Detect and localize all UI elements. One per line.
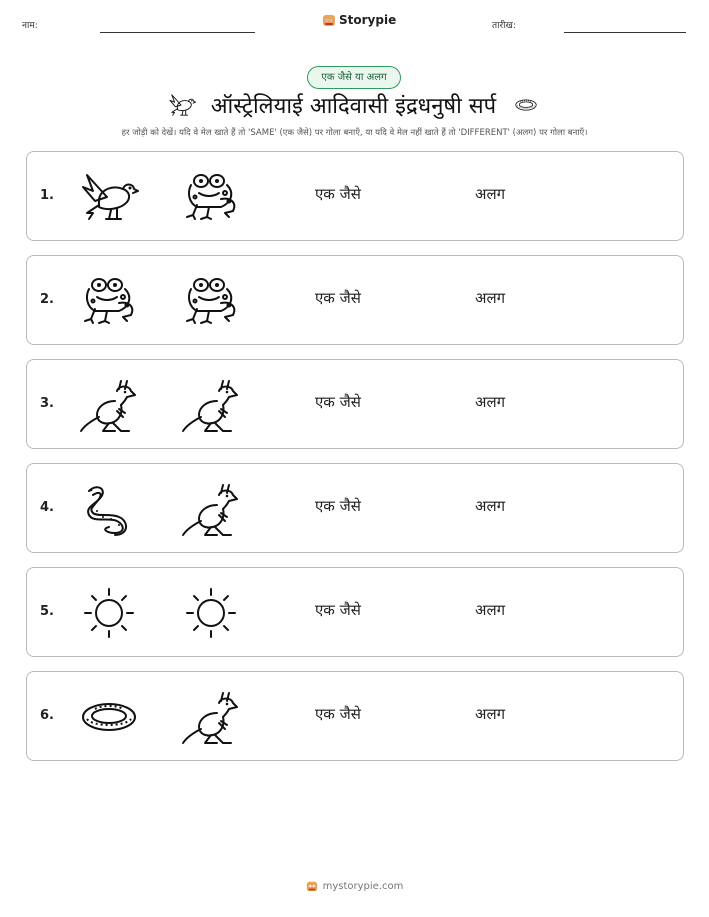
footer-mascot-icon	[306, 880, 318, 892]
bird-icon	[167, 92, 197, 118]
sun-icon	[181, 585, 241, 641]
brand-logo	[322, 13, 396, 27]
pair-row	[26, 567, 684, 657]
different-option[interactable]: अलग	[475, 289, 506, 307]
waterhole-icon	[510, 94, 542, 116]
row-number: 6.	[40, 708, 54, 723]
row-number: 2.	[40, 292, 54, 307]
same-option[interactable]: एक जैसे	[315, 289, 361, 307]
bird-icon	[79, 169, 139, 225]
date-field[interactable]	[564, 32, 686, 33]
same-option[interactable]: एक जैसे	[315, 393, 361, 411]
pair-row	[26, 255, 684, 345]
snake-icon	[79, 481, 139, 537]
different-option[interactable]: अलग	[475, 705, 506, 723]
pair-row	[26, 463, 684, 553]
row-number: 1.	[40, 188, 54, 203]
same-option[interactable]: एक जैसे	[315, 497, 361, 515]
row-number: 4.	[40, 500, 54, 515]
date-label: तारीख:	[492, 21, 516, 31]
worksheet-type-badge: एक जैसे या अलग	[307, 66, 401, 89]
row-number: 3.	[40, 396, 54, 411]
same-option[interactable]: एक जैसे	[315, 601, 361, 619]
pair-row	[26, 671, 684, 761]
pair-row	[26, 151, 684, 241]
brand-mascot-icon	[322, 13, 336, 27]
frog-icon	[79, 273, 139, 329]
footer	[0, 880, 709, 892]
different-option[interactable]: अलग	[475, 497, 506, 515]
kangaroo-icon	[181, 377, 241, 433]
different-option[interactable]: अलग	[475, 601, 506, 619]
kangaroo-icon	[79, 377, 139, 433]
instructions: हर जोड़ी को देखें। यदि वे मेल खाते हैं तो 'SAME' (एक जैसे) पर गोला बनाएँ, या यदि वे मेल नहीं खाते हैं तो 'DIFFERENT' (अलग) पर गोला बनाएँ।	[121, 128, 588, 138]
page-title: ऑस्ट्रेलियाई आदिवासी इंद्रधनुषी सर्प	[210, 94, 497, 119]
kangaroo-icon	[181, 481, 241, 537]
brand-name: Storypie	[339, 13, 397, 27]
name-field[interactable]	[100, 32, 255, 33]
frog-icon	[181, 169, 241, 225]
pair-row	[26, 359, 684, 449]
footer-site: mystorypie.com	[322, 880, 404, 892]
name-label: नाम:	[22, 21, 38, 31]
waterhole-icon	[79, 689, 139, 745]
sun-icon	[79, 585, 139, 641]
different-option[interactable]: अलग	[475, 185, 506, 203]
different-option[interactable]: अलग	[475, 393, 506, 411]
title-row	[0, 90, 709, 120]
row-number: 5.	[40, 604, 54, 619]
kangaroo-icon	[181, 689, 241, 745]
same-option[interactable]: एक जैसे	[315, 185, 361, 203]
same-option[interactable]: एक जैसे	[315, 705, 361, 723]
frog-icon	[181, 273, 241, 329]
